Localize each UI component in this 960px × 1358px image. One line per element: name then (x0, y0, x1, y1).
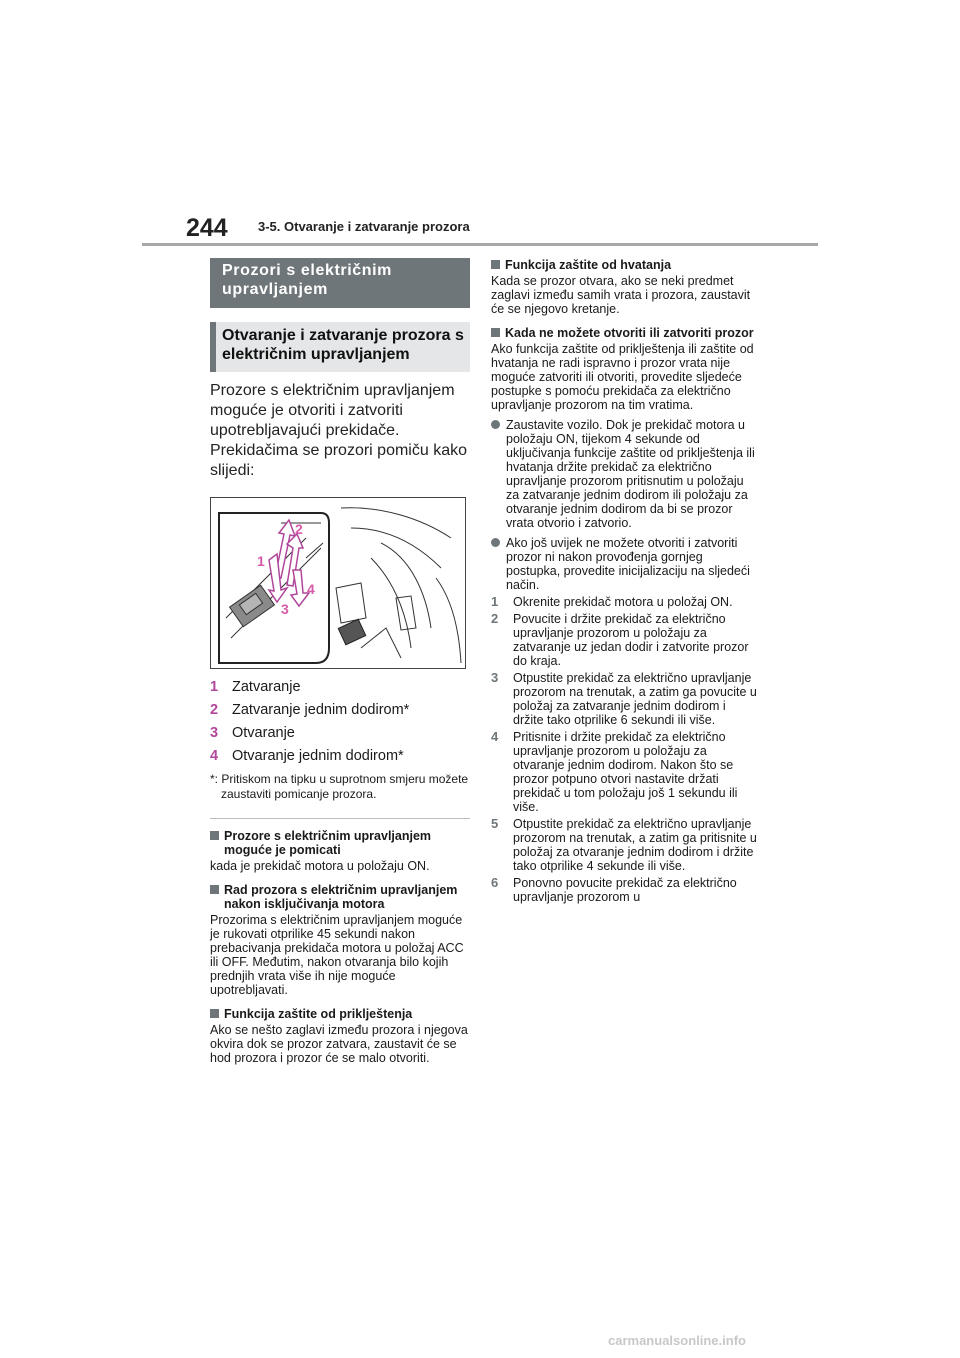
step-item: 6 Ponovno povucite prekidač za električno upravljanje prozorom u (491, 875, 737, 904)
diagram-label-1: 1 (257, 553, 265, 569)
watermark: carmanualsonline.info (608, 1333, 746, 1348)
left-column (210, 258, 470, 1065)
step-item: 1 Okrenite prekidač motora u položaj ON. (491, 594, 733, 609)
legend-item: 3 Otvaranje (210, 725, 295, 741)
topic-title: Otvaranje i zatvaranje prozora s električnim upravljanjem (210, 322, 470, 372)
divider (210, 818, 470, 819)
bullet-item: Zaustavite vozilo. Dok je prekidač motora u položaju ON, tijekom 4 sekunde od uključivanja funkcije zaštite od priklještenja ili hvatanja držite prekidač za električno upravljanje prozorom pritisnutim u položaju za zatvaranje jednim dodirom ili položaju za otvaranje jednim dodirom da bi se prozor vrata otvorio i zatvorio. (491, 418, 759, 530)
step-item: 2 Povucite i držite prekidač za električno upravljanje prozorom u položaju za zatvaranje uz jedan dodir i zatvorite prozor do kraja. (491, 611, 749, 668)
note-text: Ako funkcija zaštite od priklještenja ili zaštite od hvatanja ne radi ispravno i prozor vrata nije moguće zatvoriti ili otvoriti, provedite sljedeće postupke s pomoću prekidača za električno upravljanje prozorom na tim vratima. (491, 342, 754, 412)
square-bullet-icon (491, 328, 500, 337)
note-heading: Funkcija zaštite od hvatanja (491, 258, 759, 272)
bullet-item: Ako još uvijek ne možete otvoriti i zatvoriti prozor ni nakon provođenja gornjeg postupka, provedite inicijalizaciju na sljedeći način. (491, 536, 759, 592)
footnote: *: Pritiskom na tipku u suprotnom smjeru možete zaustaviti pomicanje prozora. (210, 772, 469, 801)
intro-text: Prozore s električnim upravljanjem moguće je otvoriti i zatvoriti upotrebljavajući prekidače. Prekidačima se prozori pomiču kako slijedi: (210, 382, 467, 479)
note-heading: Rad prozora s električnim upravljanjem nakon isključivanja motora (210, 883, 470, 911)
square-bullet-icon (491, 260, 500, 269)
note-text: Prozorima s električnim upravljanjem moguće je rukovati otprilike 45 sekundi nakon prebacivanja prekidača motora u položaj ACC ili OFF. Međutim, nakon otvaranja bilo kojih prednjih vrata više ih nije moguće upotrebljavati. (210, 913, 464, 997)
note-text: kada je prekidač motora u položaju ON. (210, 859, 430, 873)
right-column (491, 258, 759, 904)
diagram-label-2: 2 (295, 521, 303, 537)
note-text: Kada se prozor otvara, ako se neki predmet zaglavi između samih vrata i prozora, zaustavit će se njegovo kretanje. (491, 274, 751, 316)
legend-item: 4 Otvaranje jednim dodirom* (210, 748, 404, 764)
step-item: 3 Otpustite prekidač za električno upravljanje prozorom na trenutak, a zatim ga povucite u položaj za zatvaranje jednim dodirom i držite tako otprilike 6 sekundi ili više. (491, 670, 757, 727)
legend-item: 2 Zatvaranje jednim dodirom* (210, 702, 410, 718)
window-switch-illustration (211, 498, 465, 668)
chapter-title: Prozori s električnim upravljanjem (210, 258, 470, 308)
legend-item: 1 Zatvaranje (210, 679, 301, 695)
window-switch-diagram (210, 497, 466, 669)
square-bullet-icon (210, 1009, 219, 1018)
step-item: 4 Pritisnite i držite prekidač za električno upravljanje prozorom u položaju za otvaranje jednim dodirom. Nakon što se prozor potpuno otvori nastavite držati prekidač u tom položaju još 1 sekundu ili više. (491, 729, 738, 814)
note-text: Ako se nešto zaglavi između prozora i njegova okvira dok se prozor zatvara, zaustavit će se hod prozora i prozor će se malo otvoriti. (210, 1023, 468, 1065)
dot-bullet-icon (491, 420, 500, 429)
step-item: 5 Otpustite prekidač za električno upravljanje prozorom na trenutak, a zatim ga pritisnite u položaj za otvaranje jednim dodirom i držite tako otprilike 4 sekunde ili više. (491, 816, 757, 873)
note-heading: Funkcija zaštite od priklještenja (210, 1007, 470, 1021)
section-header: 3-5. Otvaranje i zatvaranje prozora (258, 219, 470, 234)
square-bullet-icon (210, 831, 219, 840)
diagram-label-4: 4 (307, 581, 315, 597)
square-bullet-icon (210, 885, 219, 894)
note-heading: Prozore s električnim upravljanjem moguće je pomicati (210, 829, 470, 857)
legend-list (210, 676, 470, 768)
dot-bullet-icon (491, 538, 500, 547)
note-heading: Kada ne možete otvoriti ili zatvoriti prozor (491, 326, 759, 340)
page-number: 244 (186, 214, 228, 242)
diagram-label-3: 3 (281, 601, 289, 617)
header-rule (142, 243, 818, 246)
